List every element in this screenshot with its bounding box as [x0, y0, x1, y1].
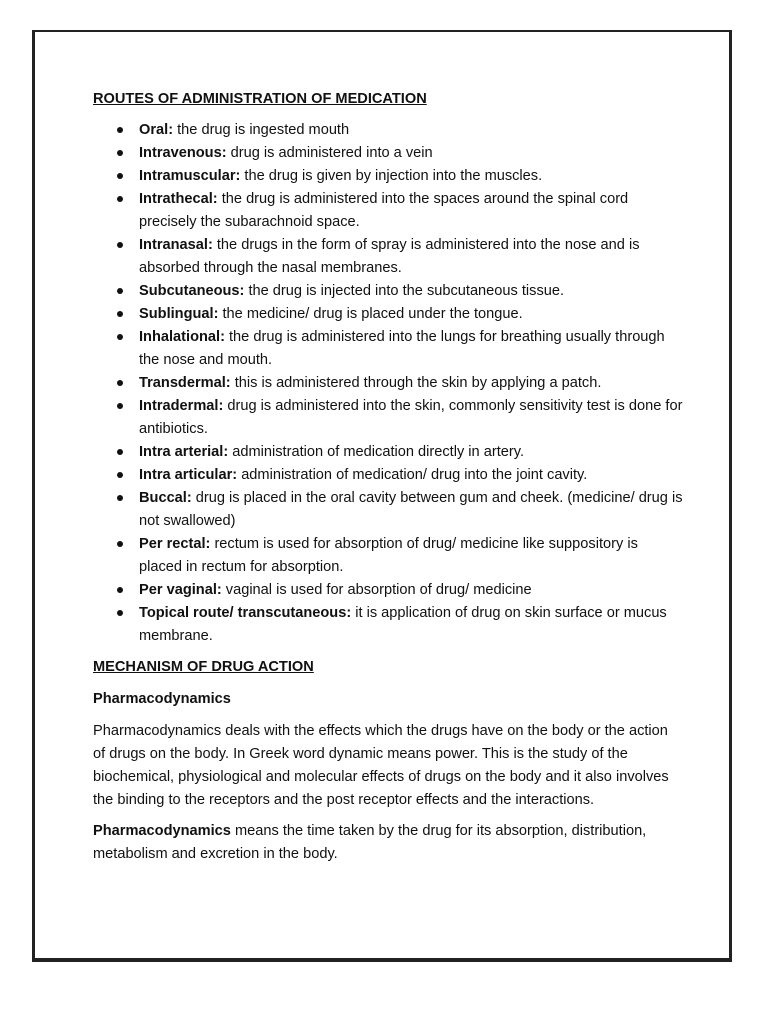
- route-description: drug is administered into a vein: [226, 145, 433, 161]
- route-term: Inhalational:: [139, 329, 225, 345]
- list-item: [93, 142, 683, 165]
- route-term: Transdermal:: [139, 375, 231, 391]
- document-body: [93, 88, 683, 874]
- route-description: administration of medication directly in artery.: [228, 444, 524, 460]
- routes-list: [93, 119, 683, 648]
- definition-term: Pharmacodynamics: [93, 823, 231, 839]
- route-term: Buccal:: [139, 490, 192, 506]
- route-description: the drug is given by injection into the muscles.: [240, 168, 543, 184]
- route-term: Per vaginal:: [139, 582, 222, 598]
- list-item: [93, 533, 683, 579]
- pharmacodynamics-subheading: Pharmacodynamics: [93, 691, 231, 707]
- route-description: the drug is ingested mouth: [173, 122, 350, 138]
- route-description: the drug is injected into the subcutaneous tissue.: [244, 283, 565, 299]
- route-description: the drug is administered into the lungs for breathing usually through the nose and mouth.: [139, 329, 665, 368]
- list-item: [93, 303, 683, 326]
- route-description: vaginal is used for absorption of drug/ medicine: [221, 582, 532, 598]
- pharmacodynamics-definition-paragraph: [93, 820, 683, 866]
- route-term: Intravenous:: [139, 145, 227, 161]
- list-item: [93, 441, 683, 464]
- route-term: Per rectal:: [139, 536, 211, 552]
- list-item: [93, 579, 683, 602]
- route-term: Intra articular:: [139, 467, 238, 483]
- pharmacodynamics-paragraph: Pharmacodynamics deals with the effects which the drugs have on the body or the action of drugs on the body. In Greek word dynamic means power. This is the study of the biochemical, physiological and molecular effects of drugs on the body and it also involves the binding to the receptors and the post receptor effects and the interactions.: [93, 723, 669, 808]
- list-item: [93, 395, 683, 441]
- route-description: this is administered through the skin by applying a patch.: [230, 375, 602, 391]
- mechanism-heading: MECHANISM OF DRUG ACTION: [93, 659, 314, 675]
- route-term: Intrathecal:: [139, 191, 218, 207]
- route-term: Subcutaneous:: [139, 283, 245, 299]
- route-term: Topical route/ transcutaneous:: [139, 605, 352, 621]
- route-term: Intradermal:: [139, 398, 224, 414]
- list-item: [93, 602, 683, 648]
- route-term: Oral:: [139, 122, 174, 138]
- route-description: the medicine/ drug is placed under the tongue.: [218, 306, 523, 322]
- route-description: administration of medication/ drug into the joint cavity.: [237, 467, 588, 483]
- route-term: Intra arterial:: [139, 444, 229, 460]
- list-item: [93, 464, 683, 487]
- list-item: [93, 234, 683, 280]
- list-item: [93, 165, 683, 188]
- route-description: rectum is used for absorption of drug/ medicine like suppository is placed in rectum for absorption.: [139, 536, 638, 575]
- route-term: Intramuscular:: [139, 168, 241, 184]
- route-term: Intranasal:: [139, 237, 213, 253]
- definition-text: means the time taken by the drug for its absorption, distribution, metabolism and excretion in the body.: [93, 823, 647, 862]
- route-term: Sublingual:: [139, 306, 219, 322]
- list-item: [93, 280, 683, 303]
- list-item: [93, 487, 683, 533]
- route-description: the drug is administered into the spaces around the spinal cord precisely the subarachnoid space.: [139, 191, 629, 230]
- list-item: [93, 188, 683, 234]
- routes-heading: ROUTES OF ADMINISTRATION OF MEDICATION: [93, 91, 427, 107]
- list-item: [93, 326, 683, 372]
- list-item: [93, 372, 683, 395]
- list-item: [93, 119, 683, 142]
- route-description: it is application of drug on skin surface or mucus membrane.: [139, 605, 667, 644]
- route-description: the drugs in the form of spray is administered into the nose and is absorbed through the nasal membranes.: [139, 237, 640, 276]
- route-description: drug is placed in the oral cavity between gum and cheek. (medicine/ drug is not swallowed): [139, 490, 683, 529]
- route-description: drug is administered into the skin, commonly sensitivity test is done for antibiotics.: [139, 398, 683, 437]
